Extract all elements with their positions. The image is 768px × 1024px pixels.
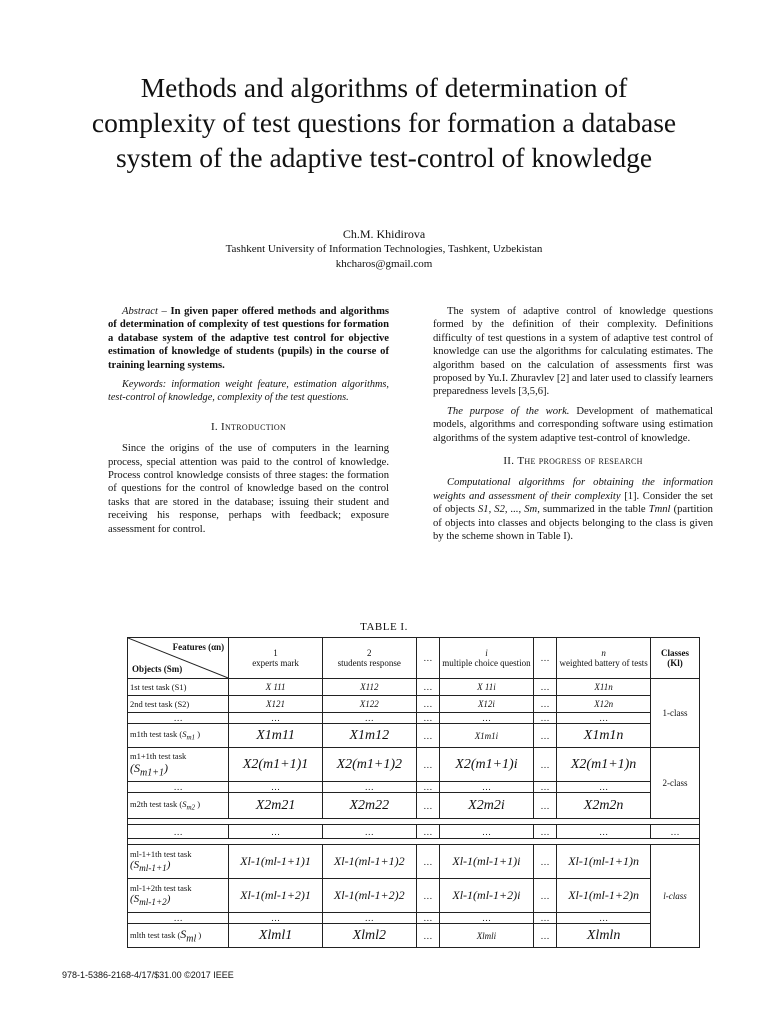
cell: X1m12 [322,724,416,748]
table-row [128,879,700,913]
table-row [128,782,700,793]
section-2-number: II. [503,455,515,468]
cell: X2m2n [557,793,651,819]
cell: … [533,845,556,879]
row-label: mlth test task ($S_{ml}$ ) [128,924,229,948]
cell: … [557,713,651,724]
cell: Xlml1 [229,924,323,948]
cell: … [416,748,439,782]
cell: … [533,825,556,839]
right-paragraph-2 [433,405,713,445]
cell: … [557,825,651,839]
table-row [128,679,700,696]
row-label: m1+1th test task $(S_{m1+1})$ [128,748,229,782]
table-row [128,913,700,924]
purpose-lead: The purpose of the work. [447,405,570,417]
intro-paragraph: Since the origins of the use of computers in the learning process, special attention was paid to the control of knowledge. Process control knowledge consists of three stages: the formation of questions for the control of knowledge based on the control tasks that are stored in the database; issuing their student and receiving his response, perhaps with feedback; exposure assessment for control. [108,443,389,535]
cell: … [229,782,323,793]
objects-table [127,637,700,948]
col-header-i [440,638,534,679]
cell: … [533,724,556,748]
affiliation: Tashkent University of Information Technologies, Tashkent, Uzbekistan [225,243,543,255]
row-label: ml-1+1th test task $(S_{ml-1+1})$ [128,845,229,879]
cell: … [440,782,534,793]
keywords-text: information weight feature, estimation algorithms, test-control of knowledge, complexity of the test questions. [108,379,389,404]
cell: … [533,696,556,713]
cell: X11n [557,679,651,696]
col-num: 1 [273,648,278,658]
copyright-footer: 978-1-5386-2168-4/17/$31.00 ©2017 IEEE [62,970,234,980]
row-label: 1st test task (S1) [128,679,229,696]
cell: X112 [322,679,416,696]
cell: … [128,913,229,924]
cell: … [533,913,556,924]
cell: X122 [322,696,416,713]
cell: … [322,713,416,724]
row-label-text: m2th test task ( [130,799,183,810]
right-column [433,305,713,550]
cell: … [416,845,439,879]
consider-text: [1]. Consider the set of objects [433,490,713,516]
cell: X2m21 [229,793,323,819]
cell: … [128,713,229,724]
table-row [128,924,700,948]
col-num: n [601,648,606,658]
class-label: 1-class [650,679,699,748]
cell: … [229,825,323,839]
email: khcharos@gmail.com [335,258,433,270]
cell: Xl-1(ml-1+2)2 [322,879,416,913]
cell: X12i [440,696,534,713]
cell: … [416,793,439,819]
cell: X2(m1+1)2 [322,748,416,782]
cell: … [416,679,439,696]
cell: Xl-1(ml-1+2)1 [229,879,323,913]
cell: … [322,782,416,793]
table-row [128,713,700,724]
cell: … [416,696,439,713]
cell: Xl-1(ml-1+1)2 [322,845,416,879]
cell: … [229,913,323,924]
table-row [128,793,700,819]
cell: … [650,825,699,839]
cell: … [557,913,651,924]
table-corner-header [128,638,229,679]
cell: … [322,825,416,839]
table-row [128,825,700,839]
col-label: multiple choice question [442,658,531,668]
algorithms-lead: Computational algorithms for obtaining the information weights and assessment of their complexity [433,477,713,502]
purpose-text: Development of mathematical models, algorithms and corresponding software using estimation algorithms of the system adaptive test-control of knowledge. [433,405,713,444]
table-row [128,845,700,879]
cell: Xl-1(ml-1+1)i [440,845,534,879]
left-column [108,305,389,542]
paper-title: Methods and algorithms of determination of complexity of test questions for formation a database system of the adaptive test-control of knowledge [91,72,677,173]
col-header-2 [322,638,416,679]
cell: … [416,782,439,793]
section-1-heading [108,421,389,434]
col-label: weighted battery of tests [559,658,648,668]
col-header-n [557,638,651,679]
abstract-label: Abstract [122,306,158,317]
cell: X12n [557,696,651,713]
cell: Xl-1(ml-1+2)i [440,879,534,913]
cell: … [229,713,323,724]
row-label: ml-1+2th test task $(S_{ml-1+2})$ [128,879,229,913]
cell: X2(m1+1)i [440,748,534,782]
cell: … [533,924,556,948]
cell: … [416,924,439,948]
keywords-label: Keywords: [122,379,167,391]
section-1-number: I. [210,420,218,433]
cell: … [322,913,416,924]
object-set: S1, S2, ..., Sm [477,504,538,516]
abstract: Abstract – In given paper offered methods and algorithms of determination of complexity of test questions for formation a database system of the adaptive test control for objective estimation of knowledge of students (pupils) in the course of training learning systems. [108,306,390,371]
cell: … [128,782,229,793]
cell: Xl-1(ml-1+1)n [557,845,651,879]
cell: X2m2i [440,793,534,819]
cell: X2(m1+1)n [557,748,651,782]
table-row [128,724,700,748]
objects-header: Objects (Sm) [132,664,183,674]
section-2-heading [433,455,713,468]
row-label-text: ml-1+2th test task [130,883,192,894]
cell: … [440,825,534,839]
cell: X2m22 [322,793,416,819]
cell: … [416,913,439,924]
cell: X2(m1+1)1 [229,748,323,782]
author-name: Ch.M. Khidirova [342,227,426,241]
class-label: l-class [650,845,699,948]
cell: … [533,782,556,793]
row-label-text: mlth test task ( [130,929,181,940]
cell: … [416,713,439,724]
cell: Xlml2 [322,924,416,948]
summarized-text: , summarized in the table [537,504,646,516]
cell: … [440,713,534,724]
row-label: m2th test task ($S_{m2}$ ) [128,793,229,819]
class-label: 2-class [650,748,699,819]
cell: … [557,782,651,793]
cell: X 11i [440,679,534,696]
row-label-text: m1+1th test task [130,750,187,761]
col-header-1 [229,638,323,679]
table-row [128,696,700,713]
row-label-text: ml-1+1th test task [130,849,192,860]
row-label-text: m1th test task ( [130,729,183,740]
section-2-title: The progress of research [517,455,643,468]
cell: … [416,825,439,839]
col-label: students response [337,658,401,668]
cell: X1m1i [440,724,534,748]
col-header-dots: … [416,638,439,679]
cell: … [533,713,556,724]
row-label: m1th test task ($S_{m1}$ ) [128,724,229,748]
partition-text: (partition of objects into classes and objects belonging to the class is given by the scheme shown in Table I). [433,504,713,543]
abstract-text: In given paper offered methods and algorithms of determination of complexity of test questions for formation a database system of the adaptive test control for objective estimation of knowledge of students (pupils) in the course of training learning systems. [108,306,390,371]
keywords [108,378,389,405]
right-paragraph-3 [433,476,713,543]
col-num: 2 [367,648,372,658]
cell: X121 [229,696,323,713]
cell: … [128,825,229,839]
cell: … [533,879,556,913]
cell: … [416,724,439,748]
cell: Xl-1(ml-1+1)1 [229,845,323,879]
table-row [128,748,700,782]
cell: … [533,793,556,819]
cell: Xlmli [440,924,534,948]
classes-header: Classes (Kl) [650,638,699,679]
cell: … [533,748,556,782]
cell: Xl-1(ml-1+2)n [557,879,651,913]
table-caption: TABLE I. [360,621,408,633]
cell: … [416,879,439,913]
table-symbol: Tmnl [648,504,671,516]
section-1-title: Introduction [221,420,287,433]
cell: X1m1n [557,724,651,748]
col-num: i [485,648,488,658]
right-paragraph-1: The system of adaptive control of knowledge questions formed by the definition of their complexity. Definitions difficulty of test questions in a system of adaptive test control of knowledge can use the algorithms for calculating estimates. The algorithm based on the calculation of assessments first was proposed by Yu.I. Zhuravlev [2] and later used to classify learners preparedness levels [3,5,6]. [433,306,713,398]
cell: X 111 [229,679,323,696]
table-header-row [128,638,700,679]
cell: … [440,913,534,924]
cell: X1m11 [229,724,323,748]
row-label: 2nd test task (S2) [128,696,229,713]
cell: Xlmln [557,924,651,948]
features-header: Features (αn) [172,642,225,652]
cell: … [533,679,556,696]
col-label: experts mark [252,658,299,668]
col-header-dots: … [533,638,556,679]
